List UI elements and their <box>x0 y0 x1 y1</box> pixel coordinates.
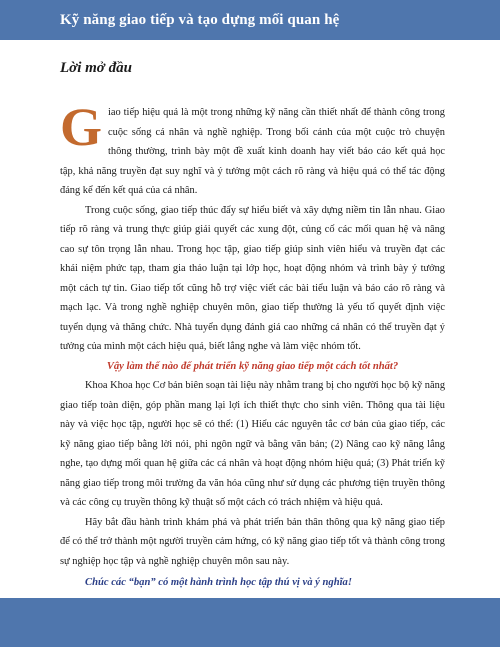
body-paragraph: Hãy bắt đầu hành trình khám phá và phát triển bản thân thông qua kỹ năng giao tiếp để có thể trở thành một người truyền cảm hứng, có kỹ năng giao tiếp tốt và thành công trong sự nghiệp học tập và nghề nghiệp chuyên môn sau này. <box>60 516 445 567</box>
page-title: Kỹ năng giao tiếp và tạo dựng mối quan hệ <box>60 11 340 28</box>
drop-cap: G <box>60 97 103 157</box>
body-paragraph: Khoa Khoa học Cơ bản biên soạn tài liệu này nhằm trang bị cho người học bộ kỹ năng giao tiếp toàn diện, góp phần mang lại lợi ích thiết thực cho sinh viên. Thông qua tài liệu này và việc học tập, người học sẽ có thể: (1) Hiểu các nguyên tắc cơ bản của giao tiếp, các kỹ năng giao tiếp bằng lời nói, phi ngôn ngữ và bằng văn bản; (2) Nâng cao kỹ năng lắng nghe, tạo dựng mối quan hệ giữa các cá nhân và hoạt động nhóm hiệu quả; (3) Phát triển kỹ năng giao tiếp trong môi trường đa văn hóa cũng như sử dụng các phương tiện truyền thông và các công cụ truyền thông kỹ thuật số một cách có trách nhiệm và hiệu quả. <box>60 380 446 508</box>
highlight-question: Vậy làm thế nào để phát triển kỹ năng giao tiếp một cách tốt nhất? <box>106 360 399 372</box>
closing-line: Chúc các “bạn” có một hành trình học tập thú vị và ý nghĩa! <box>85 577 352 588</box>
intro-paragraph <box>60 97 445 201</box>
body-paragraph: Trong cuộc sống, giao tiếp thúc đẩy sự hiểu biết và xây dựng niềm tin lẫn nhau. Giao tiếp rõ ràng và trung thực giúp giải quyết các xung đột, củng cố các mối quan hệ và nâng cao sự tôn trọng lẫn nhau. Trong học tập, giao tiếp giúp sinh viên hiểu và truyền đạt các khái niệm phức tạp, tham gia thảo luận tại lớp học, hoạt động nhóm và trình bày ý tưởng một cách tự tin. Giao tiếp tốt cũng hỗ trợ việc viết các bài tiểu luận và báo cáo rõ ràng và mạch lạc. Và trong nghề nghiệp chuyên môn, giao tiếp thường là yếu tố quyết định việc tuyển dụng và thăng chức. Nhà tuyển dụng đánh giá cao những cá nhân có thể truyền đạt ý tưởng của mình một cách hiệu quả, biết lắng nghe và làm việc nhóm tốt. <box>60 204 445 352</box>
page-content <box>60 60 445 593</box>
footer-band <box>0 598 500 647</box>
intro-text: iao tiếp hiệu quả là một trong những kỹ năng cần thiết nhất để thành công trong cuộc sống cá nhân và nghề nghiệp. Trong bối cảnh của một cuộc trò chuyện thông thường, trình bày một đề xuất kinh doanh hay viết báo cáo kết quả học tập, khả năng truyền đạt suy nghĩ và ý tưởng một cách rõ ràng và hiệu quả có thể tác động đáng kể đến kết quả của cá nhân. <box>60 107 445 196</box>
section-heading: Lời mở đầu <box>60 60 132 76</box>
header-band <box>0 0 500 40</box>
